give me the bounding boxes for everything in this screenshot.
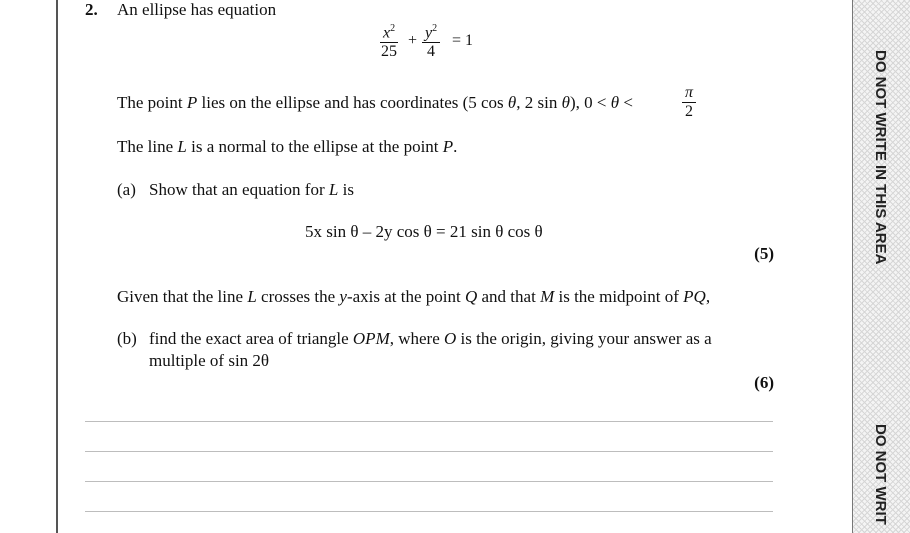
point-statement: The point P lies on the ellipse and has coordinates (5 cos θ, 2 sin θ), 0 < θ < <box>117 93 633 112</box>
plus-sign: + <box>408 32 418 49</box>
part-a-label: (a) <box>117 180 136 199</box>
part-a-equation: 5x sin θ – 2y cos θ = 21 sin θ cos θ <box>305 222 543 241</box>
margin-warning: DO NOT WRITE IN THIS AREA <box>872 50 889 265</box>
question-number: 2. <box>85 0 98 19</box>
equation-rhs: = 1 <box>452 32 474 49</box>
page-left-border <box>56 0 58 533</box>
answer-line[interactable] <box>85 481 773 482</box>
part-b-marks: (6) <box>754 373 774 392</box>
y-fraction: $\frac{y^2}{4}$ <box>422 20 440 61</box>
part-a-marks: (5) <box>754 244 774 263</box>
x-fraction: $\frac{x^2}{25}$ <box>380 20 398 61</box>
margin-warning-2: DO NOT WRIT <box>872 424 889 525</box>
part-b-text-continued: multiple of sin 2θ <box>149 351 270 370</box>
part-b-text: find the exact area of triangle OPM, where O is the origin, giving your answer as a <box>149 329 712 348</box>
pi-over-2: $\frac{\pi}{2}$ <box>682 84 696 121</box>
answer-line[interactable] <box>85 511 773 512</box>
given-statement: Given that the line L crosses the y-axis at the point Q and that M is the midpoint of PQ, <box>117 287 711 306</box>
normal-statement: The line L is a normal to the ellipse at the point P. <box>117 137 458 156</box>
part-b-label: (b) <box>117 329 137 348</box>
answer-line[interactable] <box>85 451 773 452</box>
answer-line[interactable] <box>85 421 773 422</box>
question-intro: An ellipse has equation <box>117 0 277 19</box>
part-a-text: Show that an equation for L is <box>149 180 354 199</box>
